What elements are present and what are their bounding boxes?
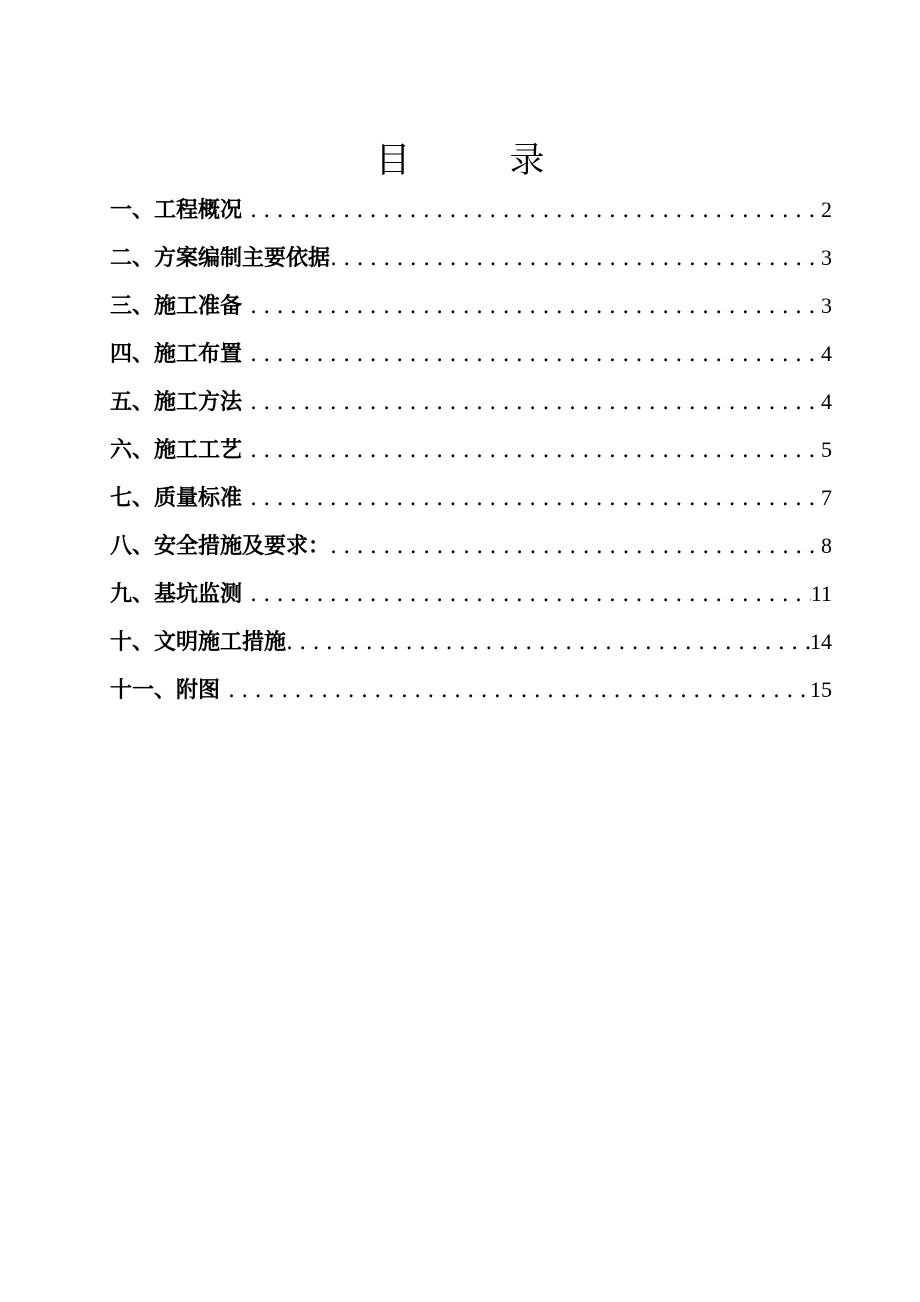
toc-entry-label: 三、施工准备 bbox=[110, 293, 243, 319]
toc-dot-leader bbox=[242, 475, 821, 523]
toc-entry-3[interactable] bbox=[110, 282, 832, 330]
toc-entry-5[interactable] bbox=[110, 378, 832, 426]
toc-dot-leader bbox=[242, 571, 811, 619]
toc-dot-leader bbox=[330, 523, 821, 571]
toc-entry-label: 五、施工方法 bbox=[110, 389, 243, 415]
toc-dot-leader bbox=[330, 235, 821, 283]
toc-dot-leader bbox=[220, 667, 810, 715]
toc-entry-label: 四、施工布置 bbox=[110, 341, 243, 367]
toc-entry-6[interactable] bbox=[110, 426, 832, 474]
toc-dot-leader bbox=[242, 427, 821, 475]
toc-entry-7[interactable] bbox=[110, 474, 832, 522]
toc-entry-1[interactable] bbox=[110, 186, 832, 234]
toc-dot-leader bbox=[242, 379, 821, 427]
toc-dot-leader bbox=[242, 283, 821, 331]
toc-page-number: 7 bbox=[821, 485, 832, 510]
toc-entry-label: 九、基坑监测 bbox=[110, 581, 243, 607]
toc-entry-2[interactable] bbox=[110, 234, 832, 282]
toc-entry-label: 十一、附图 bbox=[110, 677, 221, 703]
toc-entry-10[interactable] bbox=[110, 618, 832, 666]
toc-page-number: 15 bbox=[810, 677, 832, 702]
toc-page-number: 4 bbox=[821, 389, 832, 414]
toc-page-number: 3 bbox=[821, 293, 832, 318]
toc-dot-leader bbox=[242, 331, 821, 379]
toc-entry-label: 二、方案编制主要依据 bbox=[110, 245, 331, 271]
toc-page-number: 5 bbox=[821, 437, 832, 462]
toc-entry-4[interactable] bbox=[110, 330, 832, 378]
toc-entry-label: 一、工程概况 bbox=[110, 197, 243, 223]
toc-entry-label: 十、文明施工措施 bbox=[110, 629, 287, 655]
page-title: 目 录 bbox=[375, 141, 589, 181]
toc-entry-9[interactable] bbox=[110, 570, 832, 618]
toc-page-number: 4 bbox=[821, 341, 832, 366]
toc-entry-label: 八、安全措施及要求： bbox=[110, 533, 331, 559]
toc-page-number: 14 bbox=[810, 629, 832, 654]
toc-entry-8[interactable] bbox=[110, 522, 832, 570]
toc-dot-leader bbox=[286, 619, 810, 667]
toc-page-number: 2 bbox=[821, 197, 832, 222]
toc-page-number: 11 bbox=[810, 581, 832, 606]
toc-page-number: 8 bbox=[821, 533, 832, 558]
toc-entry-11[interactable] bbox=[110, 666, 832, 714]
toc-dot-leader bbox=[242, 187, 821, 235]
toc-page-number: 3 bbox=[821, 245, 832, 270]
toc-entry-label: 七、质量标准 bbox=[110, 485, 243, 511]
table-of-contents bbox=[110, 186, 832, 714]
toc-entry-label: 六、施工工艺 bbox=[110, 437, 243, 463]
